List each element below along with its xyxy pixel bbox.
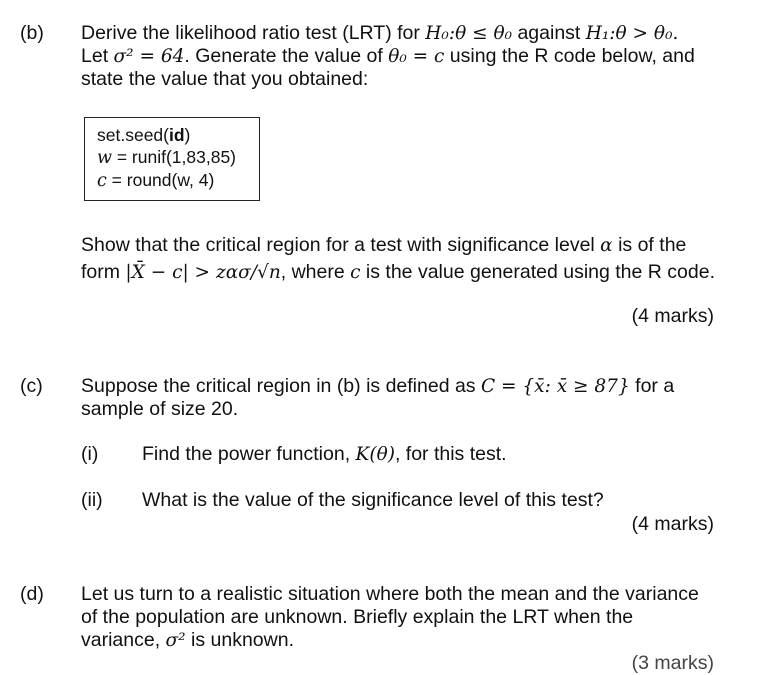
code-close-paren: )	[184, 125, 191, 145]
part-c-item-i	[142, 443, 507, 466]
part-c-critical-region: C = {x̄: x̄ ≥ 87}	[480, 376, 630, 397]
part-b-line-1-against: against	[512, 22, 586, 44]
show-line-1-text: Show that the critical region for a test with significance level	[81, 234, 601, 256]
part-c-line-1-tail: for a	[629, 375, 675, 397]
power-function-symbol: K(θ)	[355, 444, 395, 465]
part-c-line-1-text: Suppose the critical region in (b) is defined as	[81, 375, 481, 397]
c-variable: c	[350, 262, 361, 283]
part-c-question	[81, 375, 715, 421]
alpha-symbol: α	[600, 235, 613, 256]
show-line-1	[81, 232, 715, 259]
part-d-line-2: of the population are unknown. Briefly explain the LRT when the	[81, 606, 634, 628]
part-b-label: (b)	[20, 22, 44, 44]
part-d-line-1: Let us turn to a realistic situation where both the mean and the variance	[81, 583, 699, 605]
show-line-1-tail: is of the	[612, 234, 687, 256]
part-d-marks: (3 marks)	[631, 652, 714, 674]
part-b-line-3: state the value that you obtained:	[81, 68, 369, 90]
code-line-2	[97, 146, 259, 169]
part-c-item-ii-label: (ii)	[81, 489, 103, 511]
part-d-line-3-text: variance,	[81, 629, 166, 651]
part-b-line-2-let: Let	[81, 45, 114, 67]
alternative-hypothesis: H₁:θ > θ₀.	[585, 23, 679, 44]
item-i-text: Find the power function,	[142, 443, 356, 465]
code-set-seed: set.seed(	[97, 125, 169, 145]
show-line-2-where: , where	[280, 261, 351, 283]
show-line-2	[81, 259, 715, 286]
code-line-3	[97, 169, 259, 192]
code-var-c: c	[97, 171, 107, 191]
part-c-item-i-label: (i)	[81, 443, 99, 465]
part-c-line-1	[81, 375, 715, 398]
part-b-line-1-text: Derive the likelihood ratio test (LRT) for	[81, 22, 426, 44]
part-b-line-1	[81, 22, 715, 45]
part-d-line-3-tail: is unknown.	[185, 629, 294, 651]
r-code-box	[84, 117, 260, 201]
part-d-line-3	[81, 629, 715, 652]
part-b-line-2	[81, 45, 715, 68]
code-runif: = runif(1,83,85)	[111, 147, 237, 167]
part-c-marks: (4 marks)	[631, 513, 714, 535]
show-line-2-tail: is the value generated using the R code.	[360, 261, 715, 283]
null-hypothesis: H₀:θ ≤ θ₀	[425, 23, 513, 44]
theta-zero-equation: θ₀ = c	[388, 46, 445, 67]
part-d-question	[81, 583, 715, 652]
code-seed-id: id	[168, 125, 185, 145]
show-line-2-form: form	[81, 261, 126, 283]
item-i-tail: , for this test.	[394, 443, 507, 465]
part-c-item-ii: What is the value of the significance level of this test?	[142, 489, 604, 511]
code-line-1	[97, 124, 259, 146]
part-d-sigma-squared: σ²	[165, 630, 186, 651]
part-b-line-2-text: . Generate the value of	[184, 45, 389, 67]
part-c-label: (c)	[20, 375, 43, 397]
part-b-marks: (4 marks)	[631, 305, 714, 327]
part-b-question	[81, 22, 715, 91]
part-d-label: (d)	[20, 583, 44, 605]
code-round: = round(w, 4)	[106, 170, 215, 190]
critical-region-expression: |X̄ − c| > zασ/√n	[125, 262, 281, 283]
code-var-w: w	[97, 148, 112, 168]
part-b-line-2-tail: using the R code below, and	[444, 45, 695, 67]
part-c-line-2: sample of size 20.	[81, 398, 239, 420]
part-b-show-that	[81, 232, 715, 286]
sigma-squared-value: σ² = 64	[113, 46, 185, 67]
